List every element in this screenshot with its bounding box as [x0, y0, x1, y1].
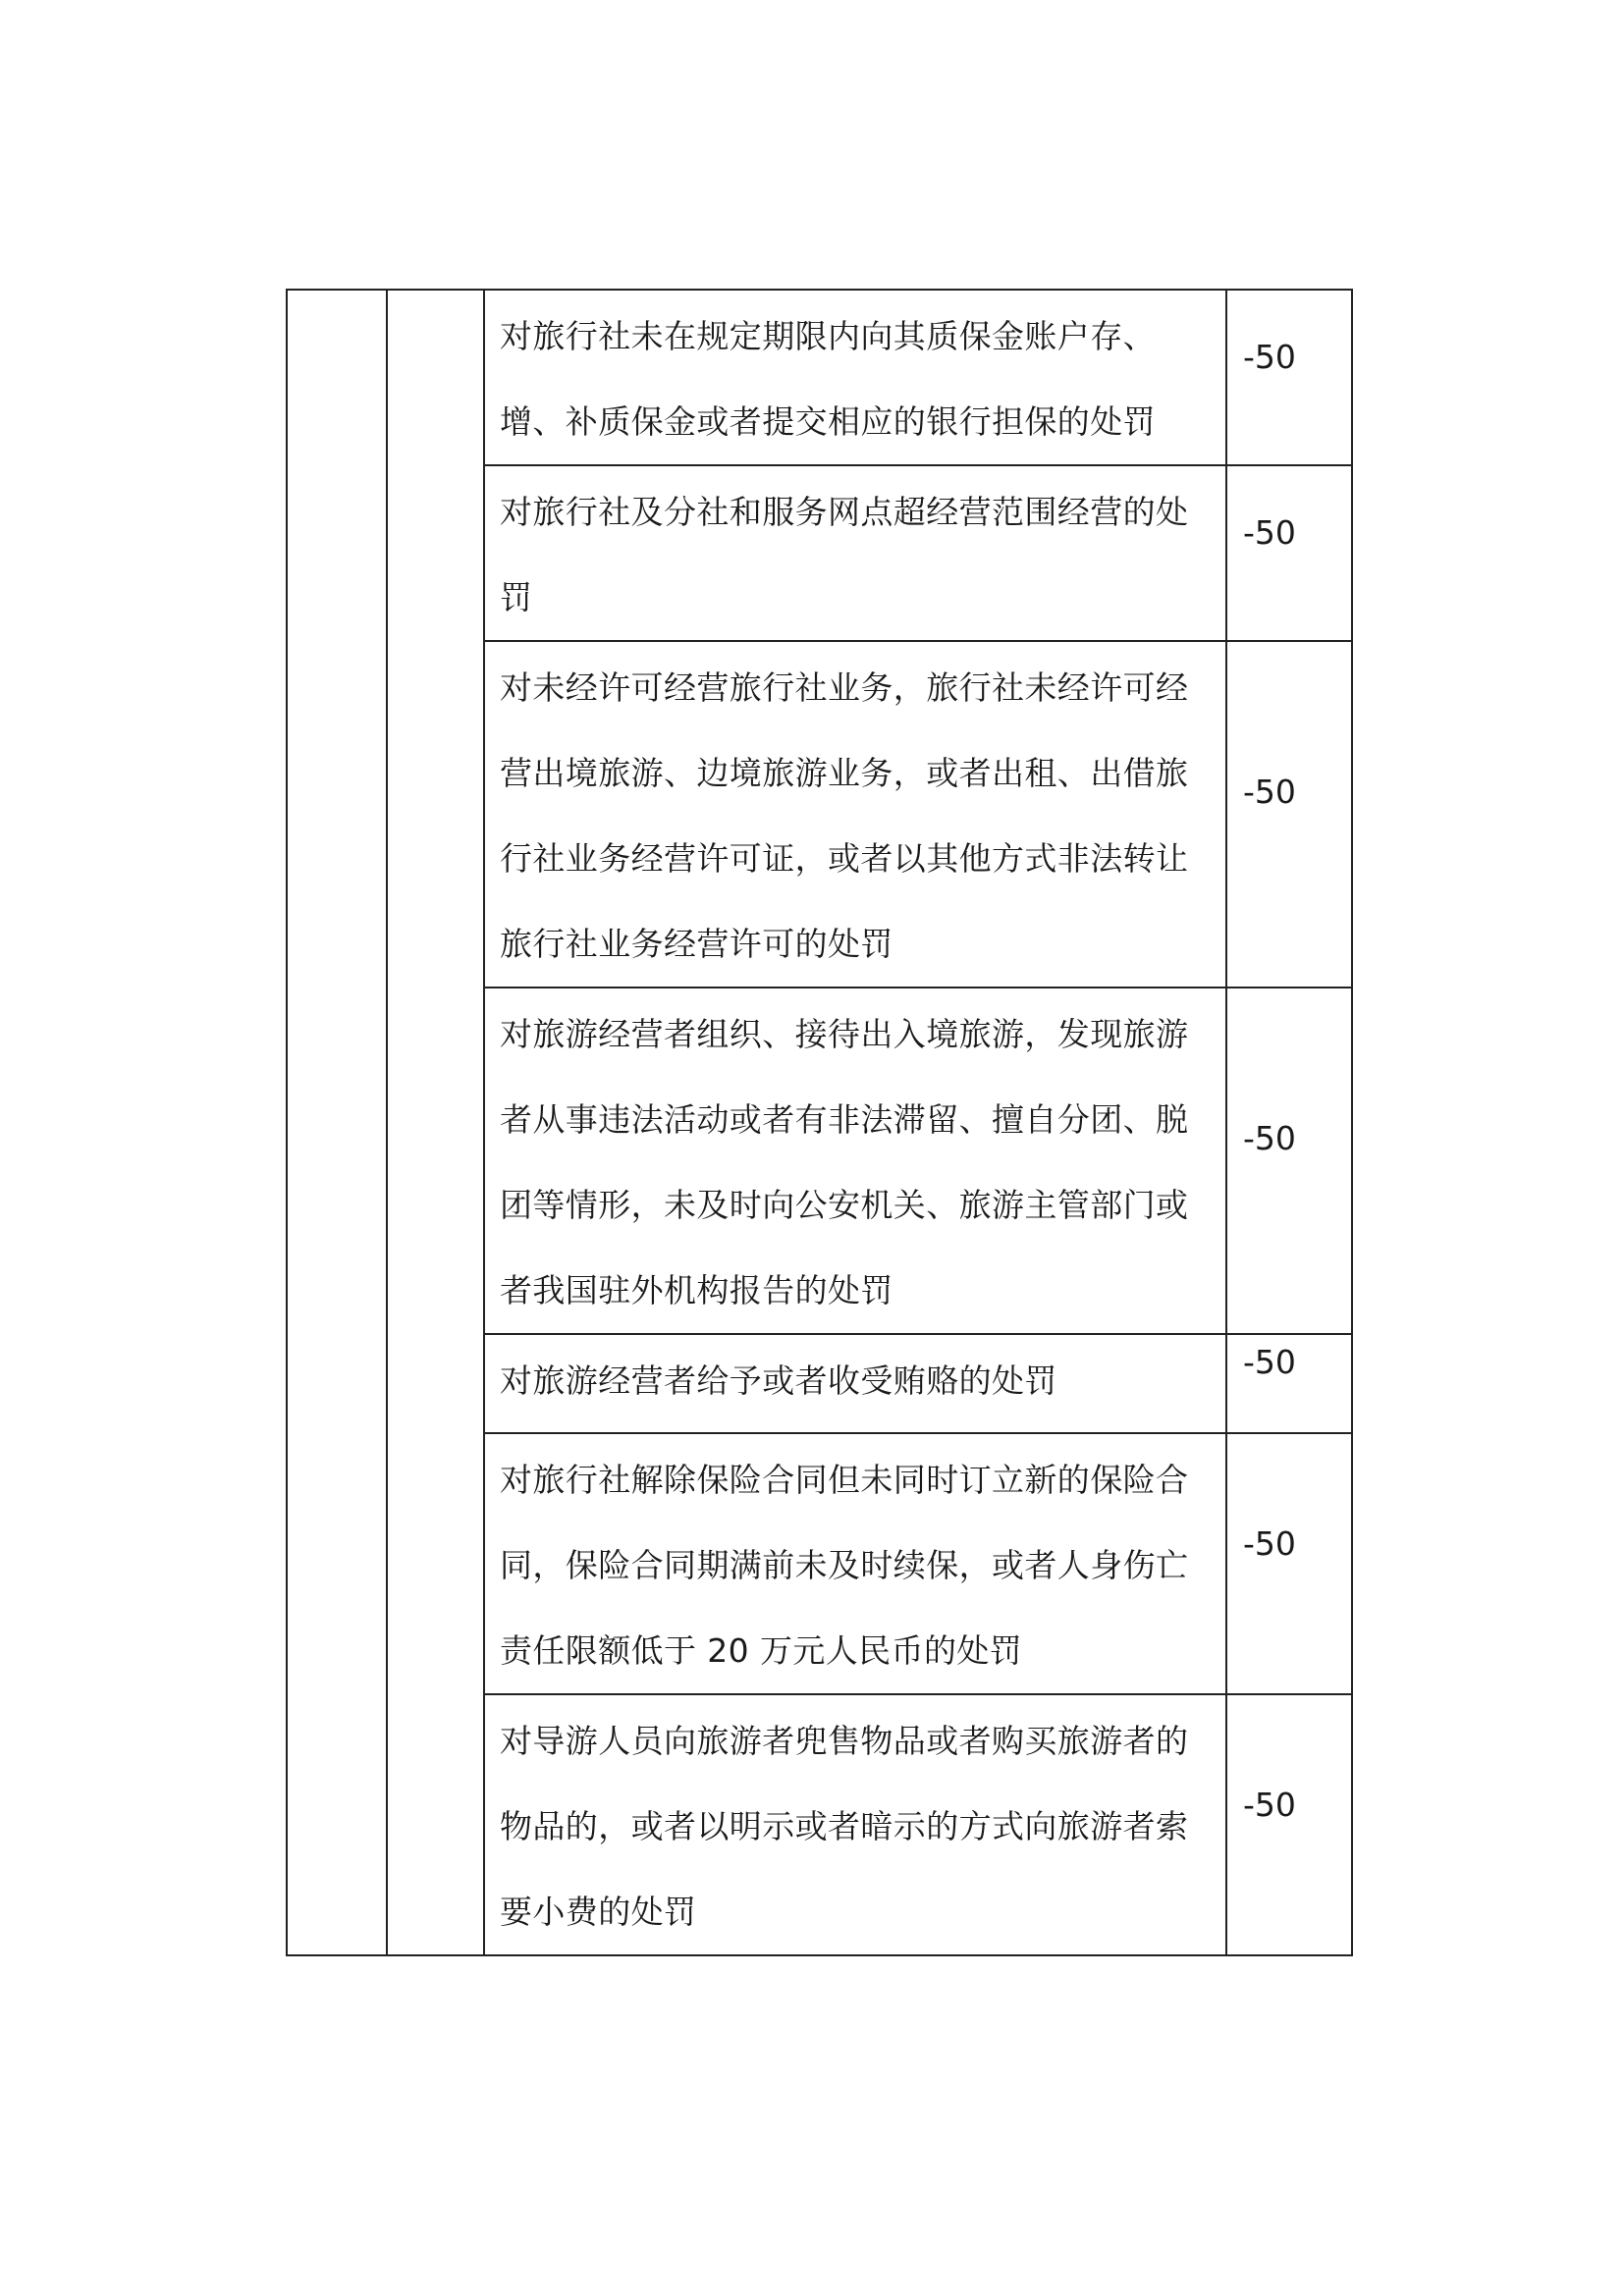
- score-cell: [1226, 988, 1352, 1334]
- score-cell: [1226, 465, 1352, 641]
- item-text: 对旅行社及分社和服务网点超经营范围经营的处罚: [500, 493, 1189, 616]
- score-text: -50: [1243, 338, 1296, 376]
- category-cell: [287, 290, 387, 1955]
- item-text: 对未经许可经营旅行社业务，旅行社未经许可经营出境旅游、边境旅游业务，或者出租、出借旅行社业务经营许可证，或者以其他方式非法转让旅行社业务经营许可的处罚: [500, 668, 1189, 963]
- score-text: -50: [1243, 1119, 1296, 1157]
- score-cell: [1226, 1694, 1352, 1955]
- score-text: -50: [1243, 1786, 1296, 1824]
- item-cell: [484, 1433, 1226, 1694]
- item-cell: [484, 988, 1226, 1334]
- item-cell: [484, 290, 1226, 465]
- item-cell: [484, 641, 1226, 988]
- item-text: 对旅游经营者组织、接待出入境旅游，发现旅游者从事违法活动或者有非法滞留、擅自分团、脱团等情形，未及时向公安机关、旅游主管部门或者我国驻外机构报告的处罚: [500, 1015, 1189, 1309]
- item-text: 对导游人员向旅游者兜售物品或者购买旅游者的物品的，或者以明示或者暗示的方式向旅游者索要小费的处罚: [500, 1722, 1189, 1931]
- score-cell: [1226, 1334, 1352, 1433]
- table-row: [287, 290, 1352, 465]
- score-text: -50: [1243, 1343, 1296, 1381]
- item-text: 对旅游经营者给予或者收受贿赂的处罚: [500, 1362, 1057, 1400]
- score-cell: [1226, 641, 1352, 988]
- penalty-table: [286, 289, 1353, 1956]
- score-text: -50: [1243, 513, 1296, 552]
- score-cell: [1226, 1433, 1352, 1694]
- item-text: 对旅行社未在规定期限内向其质保金账户存、增、补质保金或者提交相应的银行担保的处罚: [500, 317, 1156, 441]
- item-cell: [484, 1694, 1226, 1955]
- item-cell: [484, 1334, 1226, 1433]
- score-text: -50: [1243, 773, 1296, 811]
- item-cell: [484, 465, 1226, 641]
- subcategory-cell: [387, 290, 484, 1955]
- item-text: 对旅行社解除保险合同但未同时订立新的保险合同，保险合同期满前未及时续保，或者人身伤亡责任限额低于 20 万元人民币的处罚: [500, 1461, 1189, 1670]
- score-text: -50: [1243, 1524, 1296, 1563]
- score-cell: [1226, 290, 1352, 465]
